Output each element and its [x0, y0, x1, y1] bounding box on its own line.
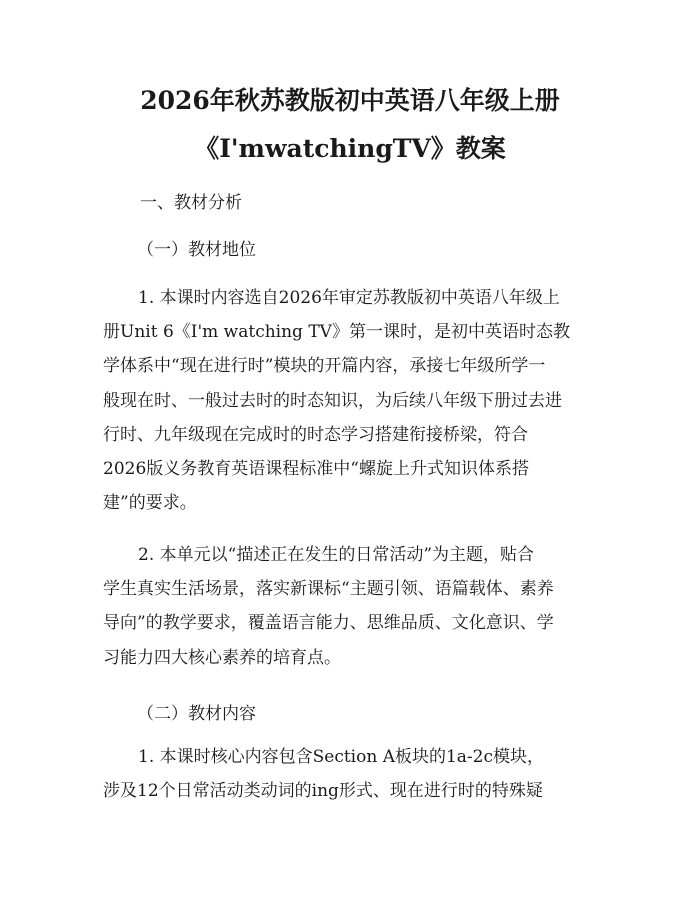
paragraph-line: 1. 本课时内容选自2026年审定苏教版初中英语八年级上: [138, 288, 560, 308]
section-heading-textbook-analysis: 一、教材分析: [140, 193, 242, 213]
paragraph-line: 习能力四大核心素养的培育点。: [103, 647, 341, 668]
paragraph-line: 学体系中“现在进行时”模块的开篇内容，承接七年级所学一: [103, 356, 546, 377]
paragraph-line: 学生真实生活场景，落实新课标“主题引领、语篇载体、素养: [103, 579, 554, 600]
paragraph-line: 2026版义务教育英语课程标准中“螺旋上升式知识体系搭: [103, 458, 529, 479]
subsection-heading-textbook-status: （一）教材地位: [137, 240, 256, 260]
paragraph-line: 1. 本课时核心内容包含Section A板块的1a-2c模块，: [138, 747, 545, 767]
paragraph-line: 涉及12个日常活动类动词的ing形式、现在进行时的特殊疑: [103, 781, 543, 802]
paragraph-textbook-status-2: [103, 538, 554, 675]
paragraph-textbook-status-1: [103, 281, 570, 520]
document-title-line-2: 《I'mwatchingTV》教案: [194, 134, 506, 163]
paragraph-line: 导向”的教学要求，覆盖语言能力、思维品质、文化意识、学: [103, 613, 554, 634]
subsection-heading-textbook-content: （二）教材内容: [137, 704, 256, 724]
paragraph-line: 建”的要求。: [103, 493, 197, 514]
paragraph-line: 行时、九年级现在完成时的时态学习搭建衔接桥梁，符合: [103, 424, 528, 445]
paragraph-line: 般现在时、一般过去时的时态知识，为后续八年级下册过去进: [103, 390, 562, 411]
paragraph-line: 2. 本单元以“描述正在发生的日常活动”为主题，贴合: [138, 545, 535, 565]
document-title-line-1: 2026年秋苏教版初中英语八年级上册: [140, 86, 560, 115]
paragraph-textbook-content-1: [103, 740, 544, 808]
paragraph-line: 册Unit 6《I'm watching TV》第一课时，是初中英语时态教: [103, 322, 570, 343]
